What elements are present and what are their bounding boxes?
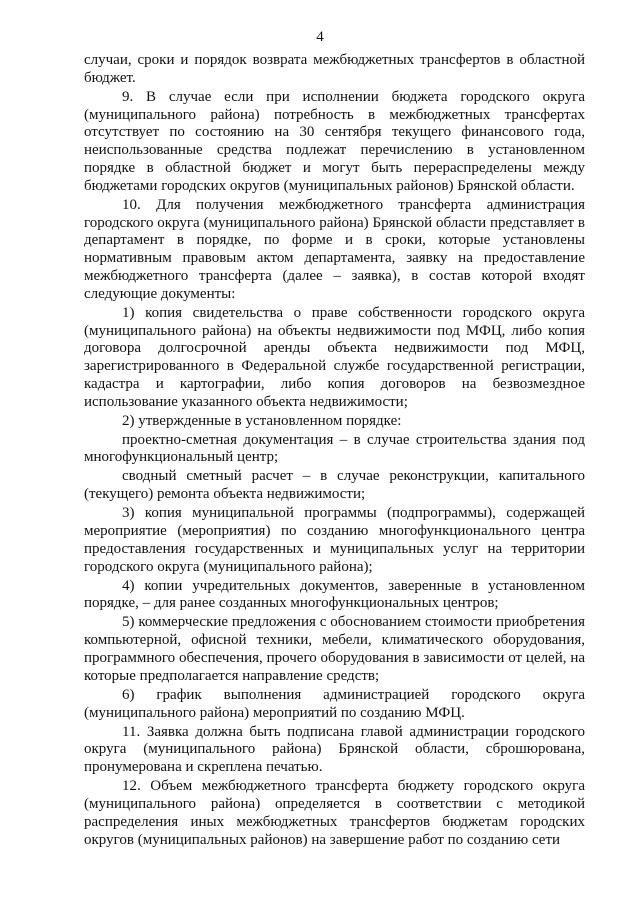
list-item-6: 6) график выполнения администрацией городского округа (муниципального района) мероприятий по созданию МФЦ.: [84, 686, 585, 721]
paragraph-continuation: случаи, сроки и порядок возврата межбюджетных трансфертов в областной бюджет.: [84, 52, 585, 86]
list-item-2: 2) утвержденные в установленном порядке:: [122, 412, 402, 429]
paragraph-10: 10. Для получения межбюджетного трансферта администрация городского округа (муниципального района) Брянской области представляет в департамент в порядке, по форме и в сроки, которые установлены нормативным правовым актом департамента, заявку на предоставление межбюджетного трансферта (далее – заявка), в состав которой входят следующие документы:: [84, 196, 585, 302]
page-number: 4: [316, 29, 324, 45]
paragraph-9: 9. В случае если при исполнении бюджета городского округа (муниципального района) потребность в межбюджетных трансфертах отсутствует по состоянию на 30 сентября текущего финансового года, неиспользованные средства подлежат перечислению в установленном порядке в областной бюджет и могут быть перераспределены между бюджетами городских округов (муниципальных районов) Брянской области.: [84, 88, 585, 194]
list-item-2-sub-1: проектно-сметная документация – в случае строительства здания под многофункциональный центр;: [84, 431, 585, 466]
document-body: [84, 52, 585, 851]
list-item-2-sub-2: сводный сметный расчет – в случае реконструкции, капитального (текущего) ремонта объекта недвижимости;: [84, 468, 585, 503]
list-item-1: 1) копия свидетельства о праве собственности городского округа (муниципального района) на объекты недвижимости под МФЦ, либо копия договора долгосрочной аренды объекта недвижимости под МФЦ, зарегистрированного в Федеральной службе государственной регистрации, кадастра и картографии, либо копия договоров на безвозмездное использование указанного объекта недвижимости;: [84, 304, 585, 410]
paragraph-11: 11. Заявка должна быть подписана главой администрации городского округа (муниципального района) Брянской области, сброшюрована, пронумерована и скреплена печатью.: [84, 723, 585, 776]
list-item-5: 5) коммерческие предложения с обоснованием стоимости приобретения компьютерной, офисной техники, мебели, климатического оборудования, программного обеспечения, прочего оборудования в зависимости от целей, на которые предполагается направление средств;: [84, 614, 585, 684]
paragraph-12: 12. Объем межбюджетного трансферта бюджету городского округа (муниципального района) определяется в соответствии с методикой распределения иных межбюджетных трансфертов бюджетам городских округов (муниципальных районов) на завершение работ по созданию сети: [84, 778, 585, 848]
list-item-3: 3) копия муниципальной программы (подпрограммы), содержащей мероприятие (мероприятия) по созданию многофункционального центра предоставления государственных и муниципальных услуг на территории городского округа (муниципального района);: [84, 505, 585, 575]
list-item-4: 4) копии учредительных документов, заверенные в установленном порядке, – для ранее созданных многофункциональных центров;: [84, 577, 585, 612]
